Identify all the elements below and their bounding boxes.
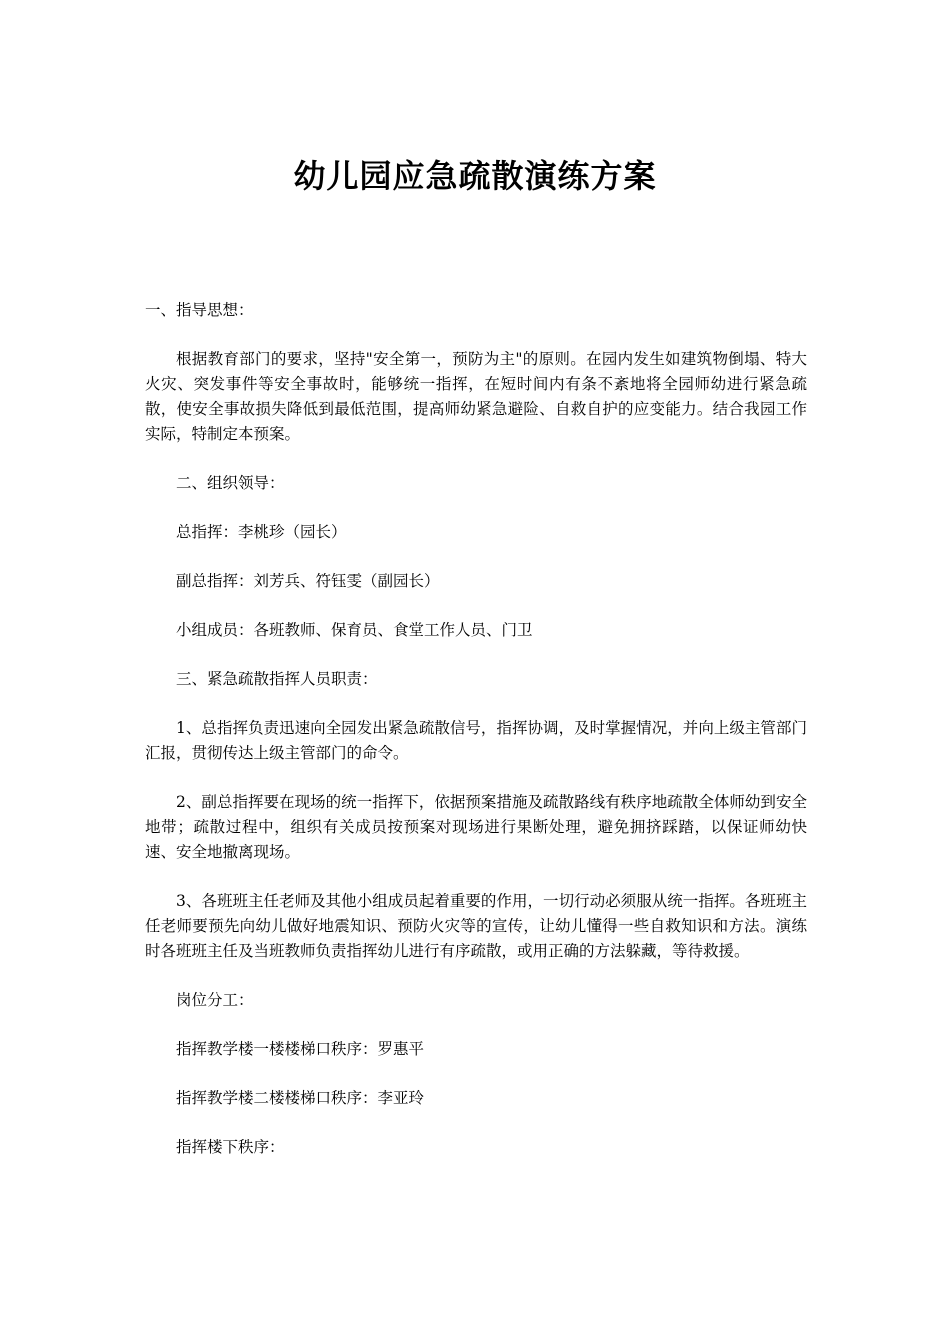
paragraph-downstairs: 指挥楼下秩序： bbox=[176, 1138, 285, 1156]
document-body bbox=[145, 298, 807, 1184]
paragraph-guiding-thought: 根据教育部门的要求，坚持"安全第一，预防为主"的原则。在园内发生如建筑物倒塌、特大火灾、突发事件等安全事故时，能够统一指挥，在短时间内有条不紊地将全园师幼进行紧急疏散，使安全事故损失降低到最低范围，提高师幼紧急避险、自救自护的应变能力。结合我园工作实际，特制定本预案。 bbox=[145, 350, 807, 443]
section-heading-duties: 三、紧急疏散指挥人员职责： bbox=[176, 670, 378, 688]
document-title: 幼儿园应急疏散演练方案 bbox=[293, 157, 657, 195]
paragraph-duty-1: 1、总指挥负责迅速向全园发出紧急疏散信号，指挥协调，及时掌握情况，并向上级主管部门汇报，贯彻传达上级主管部门的命令。 bbox=[145, 719, 807, 762]
section-heading-organization: 二、组织领导： bbox=[176, 474, 285, 492]
paragraph-duty-2: 2、副总指挥要在现场的统一指挥下，依据预案措施及疏散路线有秩序地疏散全体师幼到安全地带；疏散过程中，组织有关成员按预案对现场进行果断处理，避免拥挤踩踏，以保证师幼快速、安全地撤离现场。 bbox=[145, 793, 807, 861]
paragraph-deputy-commander: 副总指挥：刘芳兵、符钰雯（副园长） bbox=[176, 572, 440, 590]
paragraph-floor2-stairs: 指挥教学楼二楼楼梯口秩序：李亚玲 bbox=[176, 1089, 425, 1107]
paragraph-duty-3: 3、各班班主任老师及其他小组成员起着重要的作用，一切行动必须服从统一指挥。各班班主任老师要预先向幼儿做好地震知识、预防火灾等的宣传，让幼儿懂得一些自救知识和方法。演练时各班班主任及当班教师负责指挥幼儿进行有序疏散，或用正确的方法躲藏，等待救援。 bbox=[145, 892, 807, 960]
paragraph-floor1-stairs: 指挥教学楼一楼楼梯口秩序：罗惠平 bbox=[176, 1040, 425, 1058]
paragraph-post-division: 岗位分工： bbox=[176, 991, 254, 1009]
section-heading-guiding-thought: 一、指导思想： bbox=[145, 301, 254, 319]
paragraph-team-members: 小组成员：各班教师、保育员、食堂工作人员、门卫 bbox=[176, 621, 533, 639]
paragraph-commander: 总指挥：李桃珍（园长） bbox=[176, 523, 347, 541]
